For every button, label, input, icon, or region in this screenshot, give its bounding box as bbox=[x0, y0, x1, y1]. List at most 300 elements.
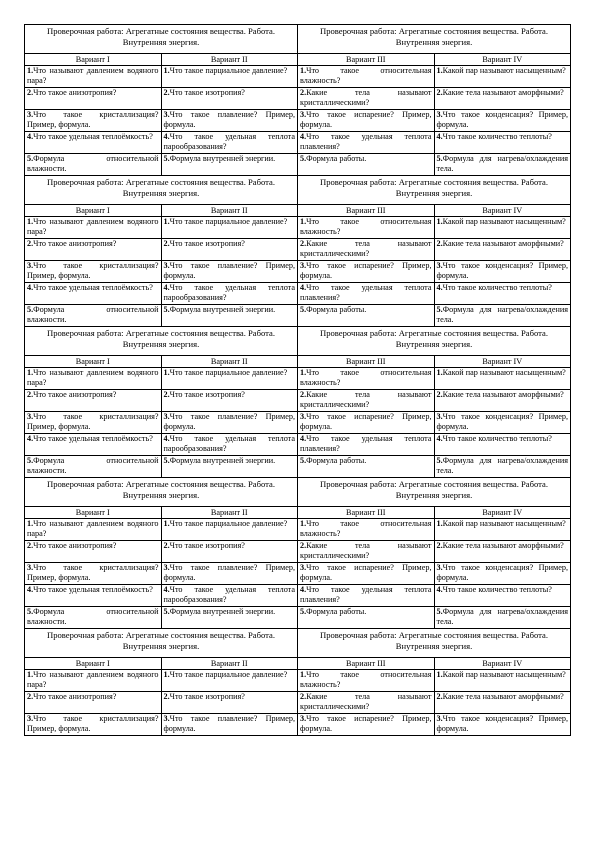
question-cell bbox=[434, 261, 571, 283]
question-number: 2. bbox=[300, 390, 307, 399]
question-cell bbox=[298, 88, 435, 110]
question-cell bbox=[161, 261, 298, 283]
question-text: Какие тела называют аморфными? bbox=[442, 88, 564, 97]
question-number: 5. bbox=[436, 607, 443, 616]
question-row bbox=[25, 261, 571, 283]
question-text: Формула для нагрева/охлаждения тела. bbox=[436, 607, 568, 626]
card-title-right bbox=[298, 25, 571, 54]
question-cell bbox=[161, 456, 298, 478]
question-cell bbox=[25, 541, 162, 563]
question-row bbox=[25, 434, 571, 456]
variant-header: Вариант I bbox=[25, 205, 162, 217]
card-title-row bbox=[25, 25, 571, 54]
question-text: Что такое испарение? Пример, формула. bbox=[300, 714, 432, 733]
question-number: 3. bbox=[300, 563, 307, 572]
question-number: 5. bbox=[436, 154, 443, 163]
question-cell bbox=[161, 541, 298, 563]
question-cell bbox=[161, 692, 298, 714]
question-cell bbox=[161, 88, 298, 110]
question-text: Что такое относительная влажность? bbox=[300, 66, 432, 85]
question-text: Что такое кристаллизация? Пример, формула. bbox=[27, 110, 159, 129]
question-text: Что называют давлением водяного пара? bbox=[27, 368, 159, 387]
question-text: Что такое изотропия? bbox=[169, 390, 245, 399]
question-cell bbox=[298, 541, 435, 563]
question-cell bbox=[434, 110, 571, 132]
question-number: 2. bbox=[163, 390, 170, 399]
question-number: 1. bbox=[163, 368, 170, 377]
question-cell bbox=[298, 456, 435, 478]
question-number: 3. bbox=[436, 412, 443, 421]
question-text: Какие тела называют аморфными? bbox=[442, 692, 564, 701]
question-row bbox=[25, 368, 571, 390]
question-number: 2. bbox=[27, 88, 34, 97]
card-title-left bbox=[25, 478, 298, 507]
question-text: Формула относительной влажности. bbox=[27, 305, 159, 324]
variant-header: Вариант III bbox=[298, 356, 435, 368]
question-text: Что такое испарение? Пример, формула. bbox=[300, 261, 432, 280]
card-title-row bbox=[25, 478, 571, 507]
question-row bbox=[25, 563, 571, 585]
question-number: 5. bbox=[163, 305, 170, 314]
question-text: Что такое кристаллизация? Пример, формула. bbox=[27, 563, 159, 582]
question-text: Формула работы. bbox=[306, 456, 367, 465]
question-text: Формула для нагрева/охлаждения тела. bbox=[436, 305, 568, 324]
question-number: 2. bbox=[436, 541, 443, 550]
question-text: Что такое кристаллизация? Пример, формула. bbox=[27, 261, 159, 280]
question-number: 1. bbox=[436, 670, 443, 679]
question-text: Что такое удельная теплота плавления? bbox=[300, 585, 432, 604]
question-cell bbox=[298, 607, 435, 629]
question-cell bbox=[25, 607, 162, 629]
question-number: 5. bbox=[436, 456, 443, 465]
question-text: Что такое удельная теплота парообразования? bbox=[163, 434, 295, 453]
question-cell bbox=[298, 261, 435, 283]
question-cell bbox=[434, 305, 571, 327]
question-number: 2. bbox=[436, 88, 443, 97]
question-cell bbox=[434, 88, 571, 110]
question-text: Что такое анизотропия? bbox=[33, 239, 117, 248]
variant-header-row bbox=[25, 54, 571, 66]
variant-header: Вариант III bbox=[298, 658, 435, 670]
question-text: Что такое относительная влажность? bbox=[300, 368, 432, 387]
card-title-text: Проверочная работа: Агрегатные состояния вещества. Работа. Внутренняя энергия. bbox=[47, 177, 275, 198]
question-number: 3. bbox=[163, 110, 170, 119]
question-cell bbox=[298, 412, 435, 434]
question-number: 2. bbox=[163, 692, 170, 701]
question-number: 3. bbox=[163, 412, 170, 421]
question-number: 4. bbox=[436, 585, 443, 594]
question-text: Что такое плавление? Пример, формула. bbox=[163, 714, 295, 733]
question-text: Что такое удельная теплота плавления? bbox=[300, 132, 432, 151]
question-cell bbox=[25, 66, 162, 88]
question-cell bbox=[298, 670, 435, 692]
card-title-text: Проверочная работа: Агрегатные состояния вещества. Работа. Внутренняя энергия. bbox=[47, 479, 275, 500]
question-number: 1. bbox=[163, 66, 170, 75]
question-text: Что такое удельная теплота парообразования? bbox=[163, 132, 295, 151]
question-cell bbox=[25, 563, 162, 585]
question-number: 3. bbox=[27, 110, 34, 119]
question-number: 3. bbox=[27, 412, 34, 421]
card-title-right bbox=[298, 176, 571, 205]
question-text: Какой пар называют насыщенным? bbox=[442, 519, 566, 528]
question-text: Формула работы. bbox=[306, 607, 367, 616]
question-number: 3. bbox=[300, 412, 307, 421]
question-text: Что такое изотропия? bbox=[169, 239, 245, 248]
question-row bbox=[25, 154, 571, 176]
variant-header: Вариант II bbox=[161, 356, 298, 368]
question-text: Формула внутренней энергии. bbox=[169, 607, 276, 616]
question-row bbox=[25, 217, 571, 239]
question-number: 3. bbox=[436, 714, 443, 723]
question-row bbox=[25, 519, 571, 541]
question-number: 5. bbox=[163, 154, 170, 163]
question-text: Что такое количество теплоты? bbox=[442, 434, 552, 443]
question-number: 2. bbox=[27, 692, 34, 701]
question-text: Какой пар называют насыщенным? bbox=[442, 66, 566, 75]
card-title-left bbox=[25, 176, 298, 205]
question-cell bbox=[434, 132, 571, 154]
variant-header: Вариант I bbox=[25, 356, 162, 368]
question-number: 3. bbox=[163, 563, 170, 572]
question-cell bbox=[298, 692, 435, 714]
question-text: Что такое удельная теплота плавления? bbox=[300, 283, 432, 302]
question-cell bbox=[25, 305, 162, 327]
question-cell bbox=[298, 132, 435, 154]
question-text: Что такое парциальное давление? bbox=[169, 670, 288, 679]
question-number: 5. bbox=[300, 456, 307, 465]
card-title-text: Проверочная работа: Агрегатные состояния вещества. Работа. Внутренняя энергия. bbox=[320, 328, 548, 349]
question-cell bbox=[434, 239, 571, 261]
question-number: 5. bbox=[27, 456, 34, 465]
question-number: 1. bbox=[163, 670, 170, 679]
question-number: 1. bbox=[300, 670, 307, 679]
question-text: Что такое конденсация? Пример, формула. bbox=[436, 110, 568, 129]
card-title-text: Проверочная работа: Агрегатные состояния вещества. Работа. Внутренняя энергия. bbox=[320, 630, 548, 651]
question-text: Что такое анизотропия? bbox=[33, 541, 117, 550]
question-cell bbox=[161, 670, 298, 692]
question-number: 2. bbox=[163, 88, 170, 97]
question-number: 1. bbox=[436, 66, 443, 75]
variant-header: Вариант IV bbox=[434, 507, 571, 519]
question-cell bbox=[25, 714, 162, 736]
question-number: 2. bbox=[436, 692, 443, 701]
question-text: Какие тела называют кристаллическими? bbox=[300, 239, 432, 258]
question-text: Что такое парциальное давление? bbox=[169, 368, 288, 377]
question-number: 1. bbox=[27, 670, 34, 679]
question-number: 1. bbox=[163, 519, 170, 528]
question-number: 2. bbox=[163, 239, 170, 248]
question-cell bbox=[434, 607, 571, 629]
question-row bbox=[25, 66, 571, 88]
card-title-row bbox=[25, 176, 571, 205]
question-text: Какой пар называют насыщенным? bbox=[442, 217, 566, 226]
question-row bbox=[25, 283, 571, 305]
question-number: 4. bbox=[300, 132, 307, 141]
question-number: 4. bbox=[436, 434, 443, 443]
card-title-text: Проверочная работа: Агрегатные состояния вещества. Работа. Внутренняя энергия. bbox=[47, 26, 275, 47]
question-text: Какие тела называют аморфными? bbox=[442, 541, 564, 550]
question-text: Что такое количество теплоты? bbox=[442, 132, 552, 141]
question-cell bbox=[25, 283, 162, 305]
question-cell bbox=[161, 519, 298, 541]
question-number: 4. bbox=[27, 132, 34, 141]
question-row bbox=[25, 390, 571, 412]
question-row bbox=[25, 132, 571, 154]
question-number: 3. bbox=[163, 261, 170, 270]
question-text: Формула относительной влажности. bbox=[27, 154, 159, 173]
variant-header: Вариант IV bbox=[434, 205, 571, 217]
question-cell bbox=[25, 217, 162, 239]
question-number: 1. bbox=[27, 66, 34, 75]
question-number: 5. bbox=[300, 305, 307, 314]
variant-header-row bbox=[25, 507, 571, 519]
question-cell bbox=[298, 154, 435, 176]
question-number: 2. bbox=[436, 239, 443, 248]
worksheet-table bbox=[24, 24, 571, 736]
question-number: 5. bbox=[436, 305, 443, 314]
question-text: Что такое изотропия? bbox=[169, 692, 245, 701]
question-text: Что такое парциальное давление? bbox=[169, 217, 288, 226]
question-number: 1. bbox=[436, 217, 443, 226]
question-row bbox=[25, 305, 571, 327]
question-number: 1. bbox=[27, 368, 34, 377]
question-number: 5. bbox=[163, 607, 170, 616]
question-number: 3. bbox=[27, 714, 34, 723]
question-number: 2. bbox=[27, 239, 34, 248]
variant-header: Вариант IV bbox=[434, 54, 571, 66]
question-text: Что такое конденсация? Пример, формула. bbox=[436, 261, 568, 280]
question-text: Какой пар называют насыщенным? bbox=[442, 670, 566, 679]
question-number: 4. bbox=[27, 434, 34, 443]
question-cell bbox=[161, 283, 298, 305]
question-number: 2. bbox=[27, 541, 34, 550]
card-title-left bbox=[25, 25, 298, 54]
question-cell bbox=[25, 585, 162, 607]
question-text: Какие тела называют аморфными? bbox=[442, 239, 564, 248]
question-cell bbox=[25, 456, 162, 478]
variant-header: Вариант III bbox=[298, 54, 435, 66]
question-row bbox=[25, 585, 571, 607]
question-cell bbox=[434, 456, 571, 478]
question-cell bbox=[25, 110, 162, 132]
question-number: 3. bbox=[436, 563, 443, 572]
question-text: Формула внутренней энергии. bbox=[169, 154, 276, 163]
question-number: 1. bbox=[163, 217, 170, 226]
question-text: Что такое относительная влажность? bbox=[300, 217, 432, 236]
question-number: 4. bbox=[163, 132, 170, 141]
card-title-text: Проверочная работа: Агрегатные состояния вещества. Работа. Внутренняя энергия. bbox=[320, 479, 548, 500]
question-text: Формула работы. bbox=[306, 305, 367, 314]
question-text: Что называют давлением водяного пара? bbox=[27, 519, 159, 538]
variant-header: Вариант I bbox=[25, 507, 162, 519]
question-number: 2. bbox=[300, 692, 307, 701]
question-number: 5. bbox=[300, 607, 307, 616]
question-number: 3. bbox=[163, 714, 170, 723]
question-text: Что называют давлением водяного пара? bbox=[27, 66, 159, 85]
question-cell bbox=[25, 390, 162, 412]
question-cell bbox=[298, 585, 435, 607]
question-text: Что такое конденсация? Пример, формула. bbox=[436, 412, 568, 431]
question-cell bbox=[161, 132, 298, 154]
question-number: 4. bbox=[300, 585, 307, 594]
question-number: 3. bbox=[27, 563, 34, 572]
question-cell bbox=[298, 239, 435, 261]
question-cell bbox=[25, 519, 162, 541]
question-text: Что такое конденсация? Пример, формула. bbox=[436, 563, 568, 582]
question-text: Какие тела называют кристаллическими? bbox=[300, 692, 432, 711]
question-text: Формула для нагрева/охлаждения тела. bbox=[436, 456, 568, 475]
question-cell bbox=[434, 154, 571, 176]
question-cell bbox=[298, 110, 435, 132]
variant-header: Вариант I bbox=[25, 54, 162, 66]
question-cell bbox=[161, 563, 298, 585]
question-text: Что такое удельная теплоёмкость? bbox=[33, 132, 153, 141]
variant-header: Вариант IV bbox=[434, 356, 571, 368]
question-number: 3. bbox=[300, 110, 307, 119]
card-title-right bbox=[298, 478, 571, 507]
question-row bbox=[25, 607, 571, 629]
question-text: Что такое анизотропия? bbox=[33, 692, 117, 701]
question-cell bbox=[25, 412, 162, 434]
question-text: Что такое удельная теплота парообразования? bbox=[163, 283, 295, 302]
question-cell bbox=[25, 692, 162, 714]
variant-header: Вариант II bbox=[161, 658, 298, 670]
question-number: 3. bbox=[436, 110, 443, 119]
question-cell bbox=[161, 434, 298, 456]
question-number: 1. bbox=[300, 519, 307, 528]
question-text: Что такое кристаллизация? Пример, формула. bbox=[27, 714, 159, 733]
question-cell bbox=[434, 541, 571, 563]
card-title-text: Проверочная работа: Агрегатные состояния вещества. Работа. Внутренняя энергия. bbox=[320, 26, 548, 47]
question-number: 1. bbox=[300, 217, 307, 226]
question-cell bbox=[298, 217, 435, 239]
question-cell bbox=[161, 305, 298, 327]
question-row bbox=[25, 88, 571, 110]
question-number: 5. bbox=[163, 456, 170, 465]
card-title-right bbox=[298, 629, 571, 658]
card-title-text: Проверочная работа: Агрегатные состояния вещества. Работа. Внутренняя энергия. bbox=[47, 328, 275, 349]
variant-header: Вариант I bbox=[25, 658, 162, 670]
variant-header-row bbox=[25, 658, 571, 670]
question-cell bbox=[298, 368, 435, 390]
question-number: 3. bbox=[27, 261, 34, 270]
question-cell bbox=[434, 283, 571, 305]
question-text: Что такое испарение? Пример, формула. bbox=[300, 110, 432, 129]
question-cell bbox=[25, 88, 162, 110]
question-cell bbox=[298, 390, 435, 412]
question-text: Что такое относительная влажность? bbox=[300, 670, 432, 689]
question-row bbox=[25, 541, 571, 563]
question-cell bbox=[25, 670, 162, 692]
question-number: 4. bbox=[300, 283, 307, 292]
question-number: 3. bbox=[300, 261, 307, 270]
question-text: Какой пар называют насыщенным? bbox=[442, 368, 566, 377]
variant-header: Вариант IV bbox=[434, 658, 571, 670]
question-number: 3. bbox=[300, 714, 307, 723]
question-cell bbox=[25, 261, 162, 283]
question-text: Формула работы. bbox=[306, 154, 367, 163]
question-cell bbox=[434, 412, 571, 434]
question-row bbox=[25, 239, 571, 261]
question-row bbox=[25, 670, 571, 692]
question-text: Какие тела называют кристаллическими? bbox=[300, 390, 432, 409]
question-number: 2. bbox=[27, 390, 34, 399]
variant-header: Вариант II bbox=[161, 507, 298, 519]
question-cell bbox=[25, 239, 162, 261]
question-cell bbox=[298, 714, 435, 736]
question-number: 1. bbox=[300, 66, 307, 75]
question-cell bbox=[25, 154, 162, 176]
card-title-row bbox=[25, 327, 571, 356]
question-number: 2. bbox=[300, 541, 307, 550]
question-text: Что такое удельная теплоёмкость? bbox=[33, 283, 153, 292]
variant-header: Вариант III bbox=[298, 507, 435, 519]
question-cell bbox=[25, 368, 162, 390]
question-row bbox=[25, 714, 571, 736]
question-text: Формула для нагрева/охлаждения тела. bbox=[436, 154, 568, 173]
question-text: Что называют давлением водяного пара? bbox=[27, 670, 159, 689]
question-cell bbox=[161, 412, 298, 434]
question-cell bbox=[161, 368, 298, 390]
question-text: Что такое плавление? Пример, формула. bbox=[163, 261, 295, 280]
question-number: 5. bbox=[300, 154, 307, 163]
question-cell bbox=[434, 390, 571, 412]
question-text: Какие тела называют кристаллическими? bbox=[300, 88, 432, 107]
question-cell bbox=[434, 66, 571, 88]
question-text: Что такое испарение? Пример, формула. bbox=[300, 563, 432, 582]
question-number: 5. bbox=[27, 305, 34, 314]
question-cell bbox=[434, 519, 571, 541]
question-cell bbox=[298, 563, 435, 585]
question-number: 1. bbox=[27, 217, 34, 226]
question-cell bbox=[434, 585, 571, 607]
question-text: Что такое удельная теплоёмкость? bbox=[33, 585, 153, 594]
variant-header: Вариант II bbox=[161, 205, 298, 217]
question-text: Что такое удельная теплота парообразования? bbox=[163, 585, 295, 604]
variant-header-row bbox=[25, 205, 571, 217]
question-cell bbox=[161, 110, 298, 132]
question-cell bbox=[161, 607, 298, 629]
question-number: 2. bbox=[163, 541, 170, 550]
question-cell bbox=[298, 283, 435, 305]
question-cell bbox=[161, 390, 298, 412]
question-text: Что такое количество теплоты? bbox=[442, 585, 552, 594]
question-text: Что такое плавление? Пример, формула. bbox=[163, 563, 295, 582]
question-number: 2. bbox=[300, 88, 307, 97]
question-text: Что такое анизотропия? bbox=[33, 88, 117, 97]
question-text: Что такое количество теплоты? bbox=[442, 283, 552, 292]
question-number: 4. bbox=[436, 132, 443, 141]
question-cell bbox=[434, 670, 571, 692]
question-cell bbox=[161, 714, 298, 736]
question-text: Что такое конденсация? Пример, формула. bbox=[436, 714, 568, 733]
question-cell bbox=[298, 434, 435, 456]
question-text: Что такое относительная влажность? bbox=[300, 519, 432, 538]
question-cell bbox=[434, 563, 571, 585]
question-text: Что такое удельная теплота плавления? bbox=[300, 434, 432, 453]
question-number: 4. bbox=[300, 434, 307, 443]
question-number: 1. bbox=[300, 368, 307, 377]
question-cell bbox=[434, 434, 571, 456]
question-text: Формула относительной влажности. bbox=[27, 456, 159, 475]
question-number: 1. bbox=[436, 519, 443, 528]
question-text: Какие тела называют кристаллическими? bbox=[300, 541, 432, 560]
question-number: 4. bbox=[163, 585, 170, 594]
question-number: 4. bbox=[163, 434, 170, 443]
question-cell bbox=[298, 305, 435, 327]
question-cell bbox=[161, 217, 298, 239]
question-text: Что такое плавление? Пример, формула. bbox=[163, 412, 295, 431]
